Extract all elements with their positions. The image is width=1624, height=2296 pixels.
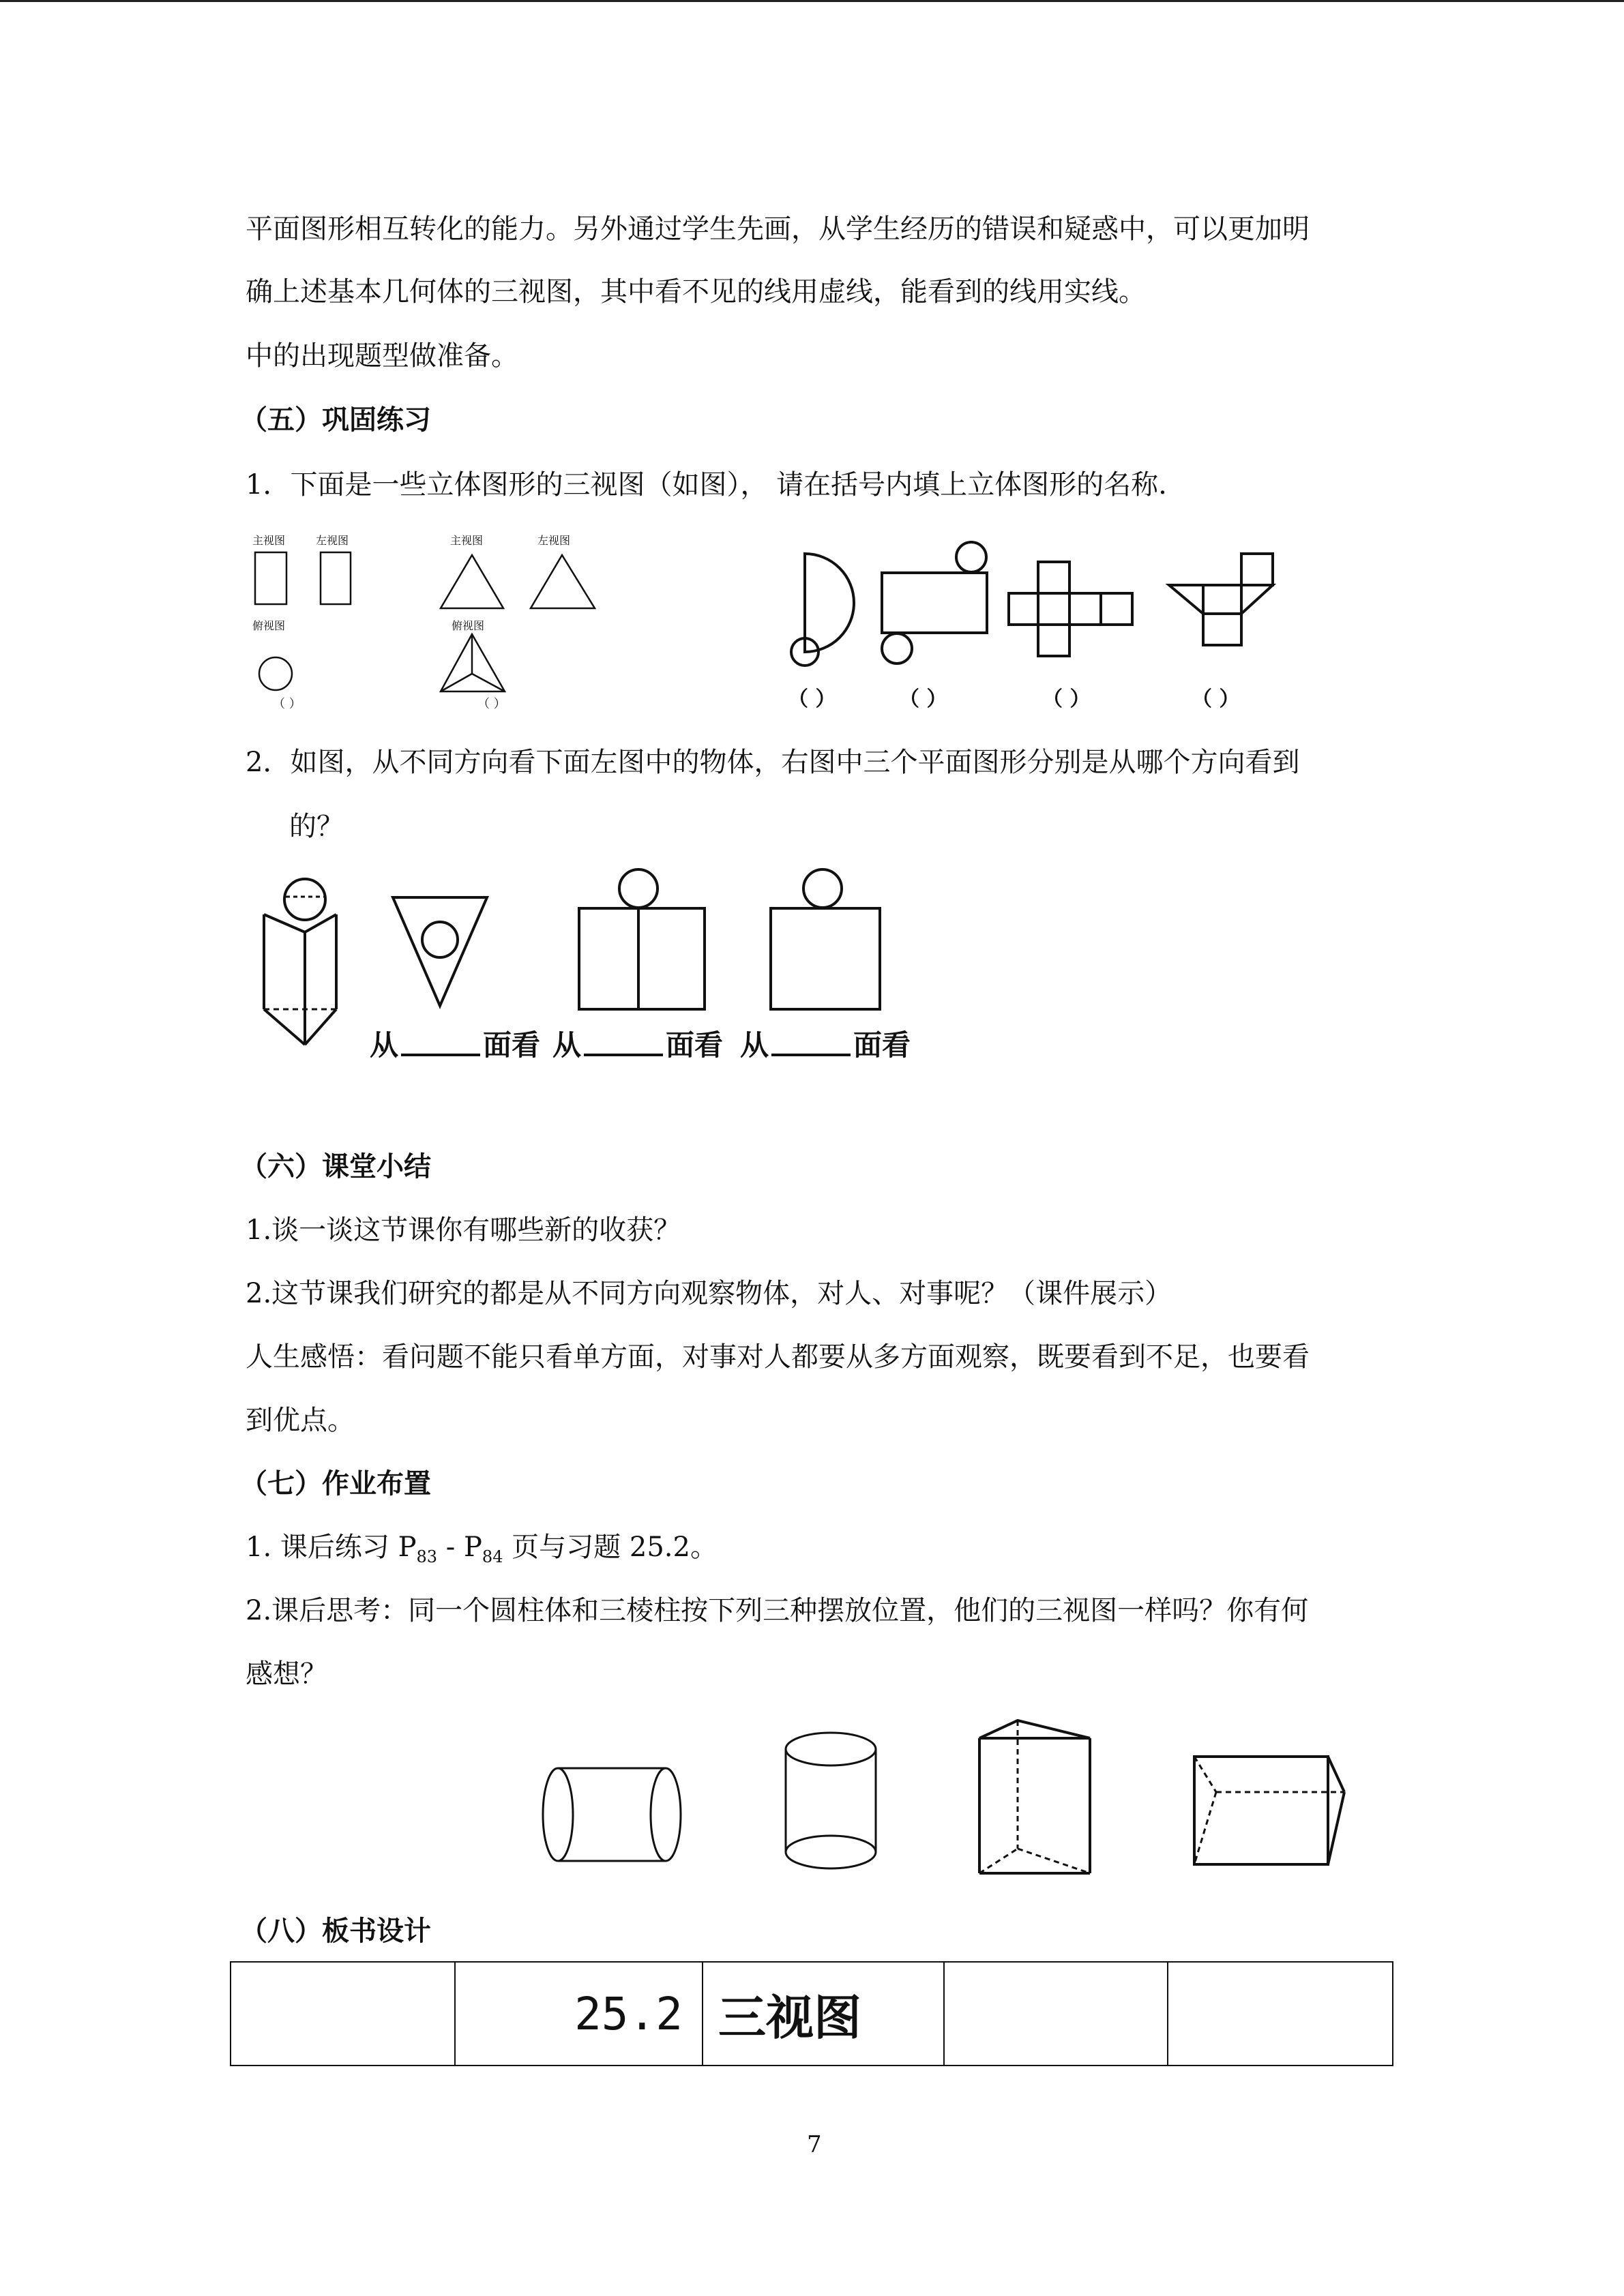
- view-split-rect-circle: [576, 866, 709, 1013]
- summary-line-2: 2.这节课我们研究的都是从不同方向观察物体，对人、对事呢？（课件展示）: [246, 1278, 1172, 1309]
- paragraph-line: 平面图形相互转化的能力。另外通过学生先画，从学生经历的错误和疑惑中，可以更加明: [246, 213, 1310, 245]
- view-rect-circle: [768, 866, 884, 1013]
- net-prism: [1166, 551, 1289, 674]
- board-cell-empty: [944, 1962, 1168, 2066]
- page-number: 7: [807, 2131, 822, 2158]
- view-label-prefix: 从: [740, 1028, 769, 1062]
- homework-mid: - P: [437, 1532, 482, 1563]
- summary-line-3: 人生感悟：看问题不能只看单方面，对事对人都要从多方面观察，既要看到不足，也要看: [246, 1341, 1310, 1373]
- answer-blank-line[interactable]: [584, 1054, 663, 1056]
- view-label-prefix: 从: [370, 1028, 399, 1062]
- view-label-1: [370, 1023, 540, 1064]
- fig-b-top-label: 俯视图: [452, 619, 485, 632]
- section-heading-homework: （七）作业布置: [240, 1467, 431, 1500]
- homework-suffix: 页与习题 25.2。: [503, 1532, 718, 1563]
- question-2-line1: 2．如图，从不同方向看下面左图中的物体，右图中三个平面图形分别是从哪个方向看到: [246, 747, 1300, 778]
- page-subscript-2: 84: [482, 1547, 503, 1566]
- think-line-1: 2.课后思考：同一个圆柱体和三棱柱按下列三种摆放位置，他们的三视图一样吗？你有何: [246, 1595, 1309, 1626]
- board-cell-empty: [1168, 1962, 1393, 2066]
- answer-blank-line[interactable]: [401, 1054, 480, 1056]
- view-triangle-circle: [390, 895, 492, 1011]
- prism-with-sphere-figure: [256, 876, 344, 1054]
- view-label-2: [552, 1023, 723, 1064]
- net-cylinder: [870, 539, 1006, 675]
- question-2-line2: 的？: [289, 811, 344, 842]
- fig-a-top-label: 俯视图: [252, 619, 286, 632]
- board-design-table: [230, 1961, 1393, 2066]
- fig-a-front-label: 主视图: [252, 534, 286, 547]
- page-top-rule: [0, 0, 1624, 2]
- homework-line: [246, 1530, 718, 1575]
- upright-prism-figure: [974, 1715, 1097, 1879]
- vertical-cylinder-figure: [783, 1731, 885, 1874]
- net-cylinder-answer-blank: （ ）: [899, 687, 947, 711]
- fig-b-pyramid-views: [437, 546, 614, 709]
- summary-line-1: 1.谈一谈这节课你有哪些新的收获？: [246, 1214, 681, 1246]
- board-row: [231, 1962, 1393, 2066]
- fig-a-answer-blank: （ ）: [273, 697, 301, 711]
- section-heading-board: （八）板书设计: [240, 1915, 431, 1947]
- board-cell-empty: [231, 1962, 455, 2066]
- net-cube-answer-blank: （ ）: [1042, 687, 1091, 711]
- paragraph-line: 确上述基本几何体的三视图，其中看不见的线用虚线，能看到的线用实线。: [246, 276, 1146, 308]
- paragraph-line: 中的出现题型做准备。: [246, 340, 518, 372]
- net-cube: [1006, 558, 1156, 667]
- summary-line-4: 到优点。: [246, 1405, 355, 1436]
- net-cone-answer-blank: （ ）: [788, 687, 836, 711]
- homework-prefix: 1. 课后练习 P: [246, 1532, 417, 1563]
- board-title: 三视图: [703, 1962, 944, 2066]
- page-subscript-1: 83: [416, 1547, 438, 1566]
- view-label-prefix: 从: [552, 1028, 582, 1062]
- fig-b-left-label: 左视图: [537, 534, 571, 547]
- horizontal-cylinder-figure: [540, 1765, 685, 1867]
- board-number: 25.2: [455, 1962, 703, 2066]
- answer-blank-line[interactable]: [771, 1054, 851, 1056]
- view-label-suffix: 面看: [483, 1028, 541, 1062]
- view-label-suffix: 面看: [666, 1028, 724, 1062]
- lying-prism-figure: [1190, 1751, 1354, 1874]
- fig-b-answer-blank: （ ）: [477, 697, 506, 711]
- fig-b-front-label: 主视图: [450, 534, 484, 547]
- think-line-2: 感想？: [246, 1658, 327, 1690]
- section-heading-practice: （五）巩固练习: [240, 404, 431, 436]
- fig-a-left-label: 左视图: [316, 534, 349, 547]
- view-label-suffix: 面看: [853, 1028, 911, 1062]
- question-1: 1．下面是一些立体图形的三视图（如图）， 请在括号内填上立体图形的名称.: [246, 469, 1167, 501]
- fig-a-cylinder-views: [246, 546, 382, 709]
- view-label-3: [740, 1023, 911, 1064]
- net-cone: [784, 546, 866, 675]
- section-heading-summary: （六）课堂小结: [240, 1150, 431, 1182]
- net-prism-answer-blank: （ ）: [1192, 687, 1240, 711]
